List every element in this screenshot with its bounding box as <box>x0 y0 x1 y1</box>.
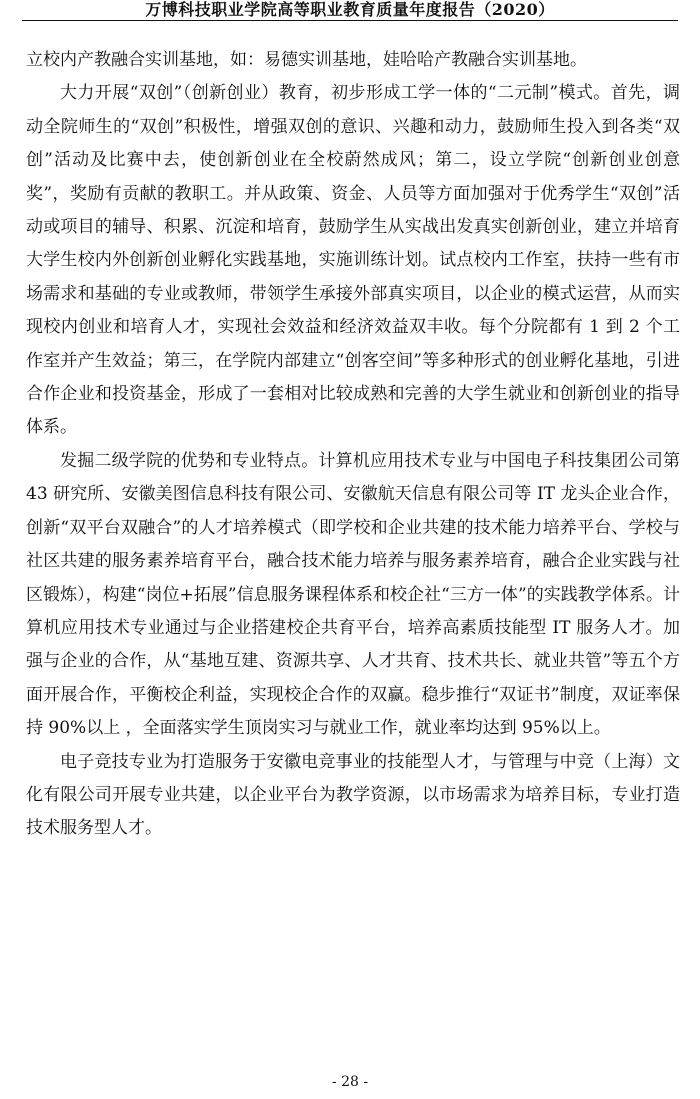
page-number: - 28 - <box>331 1074 369 1090</box>
paragraph-esports: 电子竞技专业为打造服务于安徽电竞事业的技能型人才，与管理与中竞（上海）文化有限公司开展专业共建，以企业平台为教学资源，以市场需求为培养目标，专业打造技术服务型人才。 <box>26 751 680 839</box>
page-body <box>26 44 680 846</box>
paragraph-continuation: 立校内产教融合实训基地，如：易德实训基地，娃哈哈产教融合实训基地。 <box>26 50 587 70</box>
page-header <box>22 0 678 21</box>
paragraph-innovation-education: 大力开展“双创”（创新创业）教育，初步形成工学一体的“二元制”模式。首先，调动全院师生的“双创”积极性，增强双创的意识、兴趣和动力，鼓励师生投入到各类“双创”活动及比赛中去，使创新创业在全校蔚然成风；第二，设立学院“创新创业创意奖”，奖励有贡献的教职工。并从政策、资金、人员等方面加强对于优秀学生“双创”活动或项目的辅导、积累、沉淀和培育，鼓励学生从实战出发真实创新创业，建立并培育大学生校内外创新创业孵化实践基地，实施训练计划。试点校内工作室，扶持一些有市场需求和基础的专业或教师，带领学生承接外部真实项目，以企业的模式运营，从而实现校内创业和培育人才，实现社会效益和经济效益双丰收。每个分院都有 1 到 2 个工作室并产生效益；第三，在学院内部建立“创客空间”等多种形式的创业孵化基地，引进合作企业和投资基金，形成了一套相对比较成熟和完善的大学生就业和创新创业的指导体系。 <box>26 83 680 438</box>
page-header-title: 万博科技职业学院高等职业教育质量年度报告（2020） <box>145 0 555 19</box>
page-footer <box>0 1074 700 1090</box>
paragraph-computer-application: 发掘二级学院的优势和专业特点。计算机应用技术专业与中国电子科技集团公司第 43 研究所、安徽美图信息科技有限公司、安徽航天信息有限公司等 IT 龙头企业合作，创新“双平台双融合”的人才培养模式（即学校和企业共建的技术能力培养平台、学校与社区共建的服务素养培育平台，融合技术能力培养与服务素养培育，融合企业实践与社区锻炼），构建“岗位+拓展”信息服务课程体系和校企社“三方一体”的实践教学体系。计算机应用技术专业通过与企业搭建校企共育平台，培养高素质技能型 IT 服务人才。加强与企业的合作，从“基地互建、资源共享、人才共育、技术共长、就业共管”等五个方面开展合作，平衡校企利益，实现校企合作的双赢。稳步推行“双证书”制度，双证率保持 90%以上 ，全面落实学生顶岗实习与就业工作，就业率均达到 95%以上。 <box>26 450 680 739</box>
